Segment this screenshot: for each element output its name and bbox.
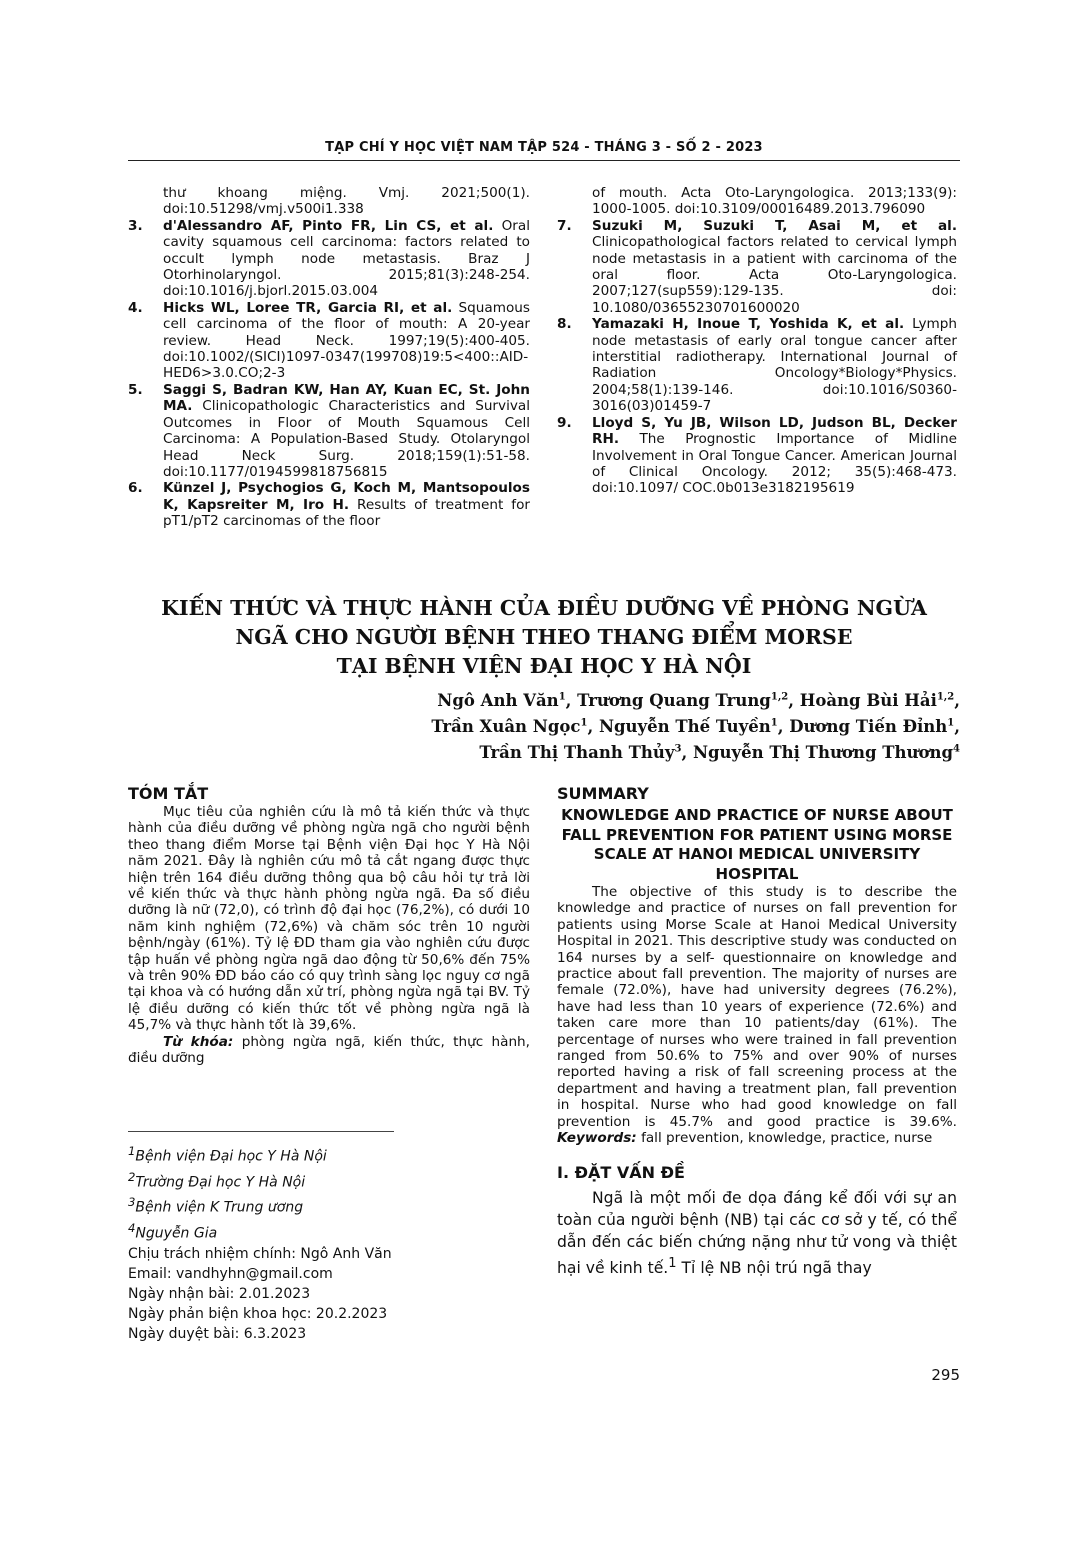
- reference-authors: Suzuki M, Suzuki T, Asai M, et al.: [592, 217, 957, 234]
- reference-number: 9.: [557, 414, 572, 431]
- footnote-text: Trường Đại học Y Hà Nội: [135, 1174, 306, 1191]
- reference-authors: Saggi S, Badran KW, Han AY, Kuan EC, St. John MA.: [163, 381, 530, 415]
- reference-authors: Yamazaki H, Inoue T, Yoshida K, et al.: [592, 316, 905, 333]
- author-name: Nguyễn Thế Tuyền: [598, 717, 771, 736]
- references-right-column: [557, 185, 957, 497]
- summary-body-text: The objective of this study is to describe the knowledge and practice of nurses on fall prevention for patients using Morse Scale at Hanoi Medical University Hospital in 2021. This descriptive study was conducted on 164 nurses by a self- questionnaire on knowledge and practice about fall prevention. The majority of nurses are female (72.0%), have had university degrees (76.2%), have had less than 10 years of experience (72.6%) and taken care more than 10 patients/day (61%). The percentage of nurses who were trained in fall prevention ranged from 50.6% to 75% and over 90% of nurses reported having a risk of fall screening process at the department and having a treatment plan, fall prevention in hospital. Nurse who had good knowledge on fall prevention is 45.7% and good practice is 39.6%.: [557, 884, 957, 1130]
- reference-text: Results of treatment for pT1/pT2 carcinomas of the floor: [163, 496, 530, 530]
- author-name: Nguyễn Thị Thương Thương: [692, 743, 954, 762]
- reference-number: 4.: [128, 299, 143, 316]
- keywords-text: fall prevention, knowledge, practice, nurse: [641, 1130, 933, 1147]
- review-date: Ngày phản biện khoa học: 20.2.2023: [128, 1305, 388, 1322]
- accepted-date: Ngày duyệt bài: 6.3.2023: [128, 1325, 307, 1342]
- footnote-text: Bệnh viện K Trung ương: [135, 1199, 304, 1216]
- reference-text: Oral cavity squamous cell carcinoma: factors related to occult lymph node metastasis. Braz J Otorhinolaryngol. 2015;81(3):248-254. doi:10.1016/j.bjorl.2015.03.004: [163, 217, 530, 300]
- affiliation-footnote: [128, 1167, 530, 1193]
- reference-item: [128, 480, 530, 529]
- author-name: Dương Tiến Đỉnh: [789, 717, 948, 736]
- reference-number: 6.: [128, 480, 143, 497]
- abstract-vi: [128, 784, 530, 1067]
- reference-item: [128, 382, 530, 480]
- intro-text: Tỉ lệ NB nội trú ngã thay: [676, 1258, 872, 1277]
- affiliation-footnote: [128, 1218, 530, 1244]
- author-line: Trần Thị Thanh Thủy$^3$, Nguyễn Thị Thương Thương$^4$: [479, 743, 960, 762]
- received-date: Ngày nhận bài: 2.01.2023: [128, 1285, 311, 1302]
- reference-text: Squamous cell carcinoma of the floor of mouth: A 20-year review. Head Neck. 1997;19(5):400-405. doi:10.1002/(SICI)1097-0347(199708)19:5<400::AID-HED6>3.0.CO;2-3: [163, 299, 530, 382]
- footnote-mark: 3: [128, 1195, 136, 1210]
- keywords-label: Từ khóa:: [163, 1033, 234, 1050]
- summary-heading: SUMMARY: [557, 784, 649, 803]
- journal-header: TẠP CHÍ Y HỌC VIỆT NAM TẬP 524 - THÁNG 3 - SỐ 2 - 2023: [325, 140, 763, 155]
- author-line: Trần Xuân Ngọc$^1$, Nguyễn Thế Tuyền$^1$, Dương Tiến Đỉnh$^1$,: [431, 717, 960, 736]
- reference-authors: Lloyd S, Yu JB, Wilson LD, Judson BL, Decker RH.: [592, 414, 957, 448]
- reference-text: The Prognostic Importance of Midline Involvement in Oral Tongue Cancer. American Journal of Clinical Oncology. 2012; 35(5):468-473. doi:10.1097/ COC.0b013e3182195619: [592, 431, 957, 497]
- footnotes: [128, 1141, 530, 1344]
- author-name: Trần Thị Thanh Thủy: [479, 743, 675, 762]
- corresponding-email: Email: vandhyhn@gmail.com: [128, 1265, 333, 1282]
- reference-text: Lymph node metastasis of early oral tongue cancer after interstitial radiotherapy. International Journal of Radiation Oncology*Biology*Physics. 2004;58(1):139-146. doi:10.1016/S0360-3016(03)01459-7: [592, 316, 957, 415]
- references-left-column: [128, 185, 530, 530]
- title-line: NGÃ CHO NGƯỜI BỆNH THEO THANG ĐIỂM MORSE: [235, 625, 853, 649]
- abstract-heading: TÓM TẮT: [128, 784, 209, 803]
- keywords-label: Keywords:: [557, 1130, 637, 1147]
- citation-mark: 1: [668, 1255, 677, 1271]
- affiliation-mark: 1,2: [770, 691, 789, 703]
- footnote-mark: 2: [128, 1169, 136, 1184]
- title-line: KIẾN THỨC VÀ THỰC HÀNH CỦA ĐIỀU DƯỠNG VỀ PHÒNG NGỪA: [161, 596, 927, 620]
- abstract-body: Mục tiêu của nghiên cứu là mô tả kiến thức và thực hành của điều dưỡng về phòng ngừa ngã cho người bệnh theo thang điểm Morse tại Bệnh viện Đại học Y Hà Nội năm 2021. Đây là nghiên cứu mô tả cắt ngang được thực hiện trên 164 điều dưỡng thông qua bộ câu hỏi tự trả lời về kiến thức và thực hành phòng ngừa ngã. Đa số điều dưỡng là nữ (72,0), có trình độ đại học (76,2%), có dưới 10 năm kinh nghiệm (72,6%) và chăm sóc trên 10 người bệnh/ngày (61%). Tỷ lệ ĐD tham gia vào nghiên cứu được tập huấn về phòng ngừa ngã dao động từ 50,6% đến 75% và trên 90% ĐD báo cáo có quy trình sàng lọc nguy cơ ngã tại khoa và có hướng dẫn xử trí, phòng ngừa ngã tại BV. Tỷ lệ điều dưỡng có kiến thức tốt về phòng ngừa ngã là 45,7% và thực hành tốt là 39,6%.: [128, 804, 530, 1034]
- affiliation-mark: 1: [947, 717, 955, 729]
- affiliation-mark: 4: [953, 743, 960, 755]
- affiliation-mark: 3: [674, 743, 682, 755]
- author-line: Ngô Anh Văn$^1$, Trương Quang Trung$^{1,2}$, Hoàng Bùi Hải$^{1,2}$,: [437, 691, 960, 710]
- page-number: 295: [931, 1366, 960, 1384]
- reference-continuation: of mouth. Acta Oto-Laryngologica. 2013;133(9): 1000-1005. doi:10.3109/00016489.2013.796090: [592, 185, 957, 218]
- reference-number: 3.: [128, 217, 143, 234]
- reference-authors: Hicks WL, Loree TR, Garcia RI, et al.: [163, 299, 453, 316]
- summary-body: [557, 884, 957, 1147]
- affiliation-mark: 1: [770, 717, 778, 729]
- author-name: Ngô Anh Văn: [437, 691, 559, 710]
- affiliation-mark: 1,2: [936, 691, 955, 703]
- author-name: Trương Quang Trung: [577, 691, 771, 710]
- corresponding-author: Chịu trách nhiệm chính: Ngô Anh Văn: [128, 1245, 392, 1262]
- abstract-keywords: [128, 1034, 530, 1067]
- title-line: TẠI BỆNH VIỆN ĐẠI HỌC Y HÀ NỘI: [336, 654, 752, 678]
- keywords-text: phòng ngừa ngã, kiến thức, thực hành, điều dưỡng: [128, 1033, 530, 1067]
- reference-item: [128, 218, 530, 300]
- reference-text: Clinicopathological factors related to cervical lymph node metastasis in a patient with carcinoma of the oral floor. Acta Oto-Laryngologica. 2007;127(sup559):129-135. doi: 10.1080/03655230701600020: [592, 234, 957, 316]
- footnote-rule: [128, 1131, 394, 1132]
- reference-number: 5.: [128, 381, 143, 398]
- affiliation-footnote: [128, 1141, 530, 1167]
- reference-number: 7.: [557, 217, 572, 234]
- reference-authors: Künzel J, Psychogios G, Koch M, Mantsopoulos K, Kapsreiter M, Iro H.: [163, 480, 530, 513]
- reference-continuation: thư khoang miệng. Vmj. 2021;500(1). doi:10.51298/vmj.v500i1.338: [163, 185, 530, 218]
- reference-item: [128, 300, 530, 382]
- affiliation-mark: 1: [580, 717, 588, 729]
- author-name: Trần Xuân Ngọc: [431, 717, 581, 736]
- reference-item: [557, 415, 957, 497]
- author-list: [300, 688, 960, 766]
- intro-text: Ngã là một mối đe dọa đáng kể đối với sự an toàn của người bệnh (NB) tại các cơ sở y tế, có thể dẫn đến các biến chứng nặng như tử vong và thiệt hại về kinh tế.: [557, 1188, 957, 1277]
- section-heading: I. ĐẶT VẤN ĐỀ: [557, 1162, 685, 1182]
- reference-text: Clinicopathologic Characteristics and Survival Outcomes in Floor of Mouth Squamous Cell Carcinoma: A Population-Based Study. Otolaryngol Head Neck Surg. 2018;159(1):51-58. doi:10.1177/0194599818756815: [163, 398, 530, 480]
- footnote-text: Bệnh viện Đại học Y Hà Nội: [135, 1148, 327, 1165]
- summary-en: [557, 784, 957, 1279]
- reference-item: [557, 218, 957, 316]
- reference-item: [557, 316, 957, 414]
- footnote-text: Nguyễn Gia: [135, 1225, 218, 1242]
- author-name: Hoàng Bùi Hải: [799, 691, 937, 710]
- introduction-paragraph: [557, 1187, 957, 1279]
- footnote-mark: 1: [128, 1144, 136, 1158]
- affiliation-footnote: [128, 1192, 530, 1218]
- reference-authors: d'Alessandro AF, Pinto FR, Lin CS, et al.: [163, 217, 494, 234]
- footnote-mark: 4: [128, 1220, 136, 1235]
- header-rule: [128, 160, 960, 161]
- summary-title: KNOWLEDGE AND PRACTICE OF NURSE ABOUT FALL PREVENTION FOR PATIENT USING MORSE SCALE AT HANOI MEDICAL UNIVERSITY HOSPITAL: [561, 806, 953, 883]
- reference-number: 8.: [557, 316, 572, 333]
- affiliation-mark: 1: [558, 691, 566, 703]
- article-title: [120, 594, 968, 681]
